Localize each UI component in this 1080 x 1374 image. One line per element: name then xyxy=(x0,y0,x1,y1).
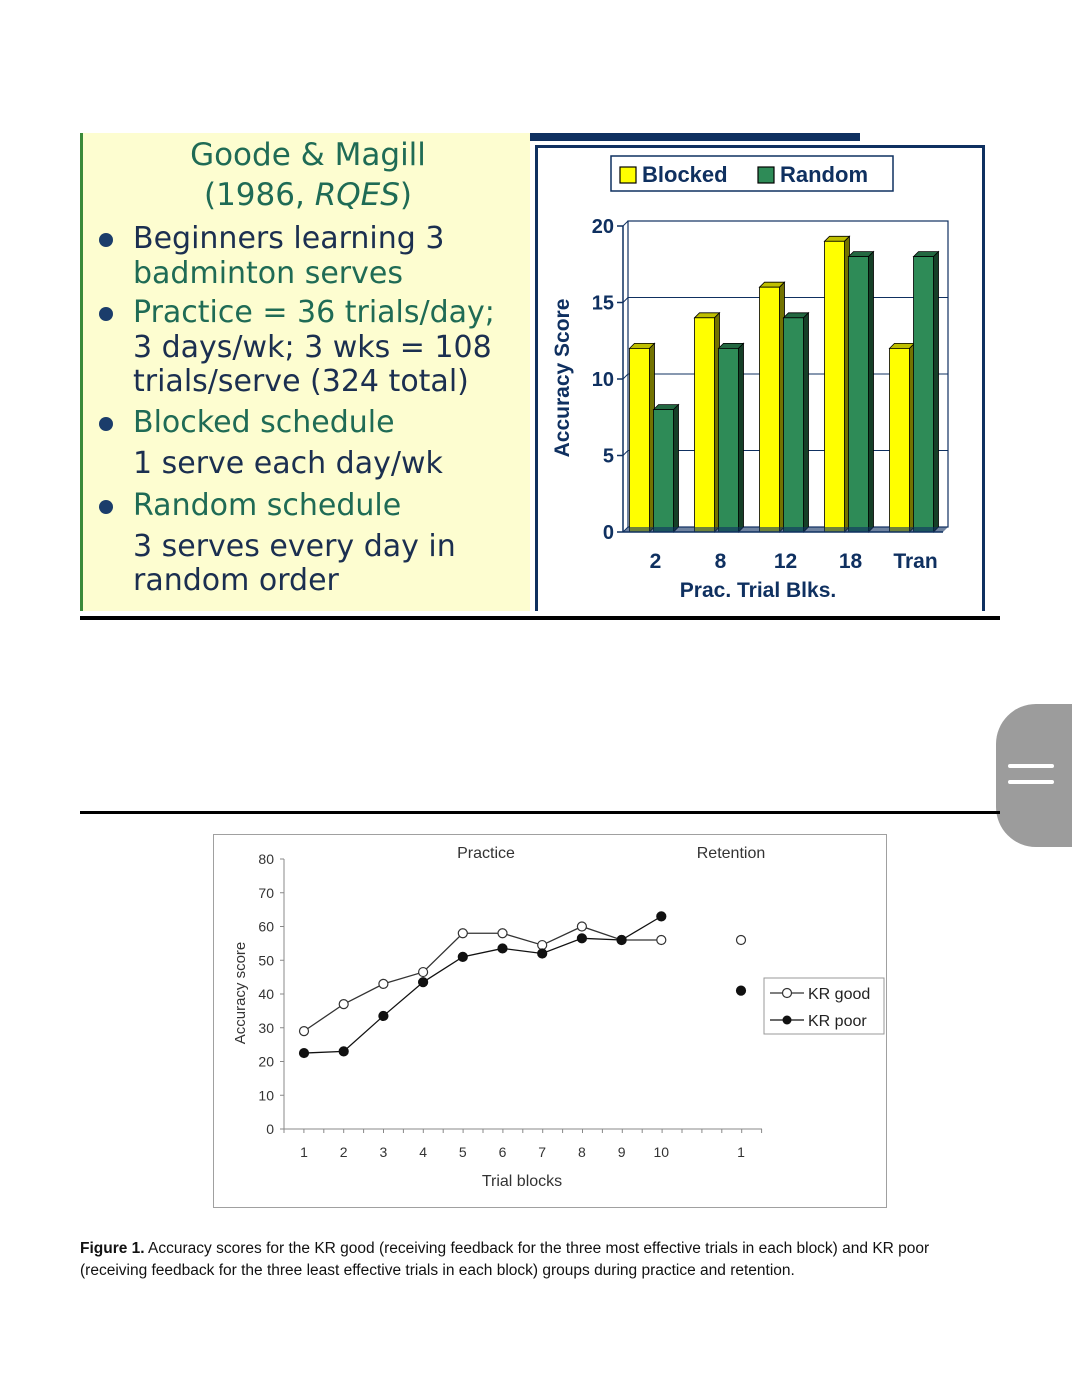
bullet-2-line1: Practice = 36 trials/day; xyxy=(133,295,495,330)
legend-swatch-blocked xyxy=(620,167,636,183)
point-kr-good xyxy=(379,979,388,988)
legend-label-kr-poor: KR poor xyxy=(808,1013,867,1030)
series-line-kr-good xyxy=(304,927,661,1032)
bar-side-random xyxy=(934,252,939,532)
y-tick-label: 60 xyxy=(258,918,274,935)
floor-edge xyxy=(623,527,948,532)
bar-blocked xyxy=(890,348,910,532)
point-kr-good xyxy=(458,929,467,938)
x-tick-label: 1 xyxy=(300,1144,308,1160)
bullet-1-line1: Beginners learning 3 xyxy=(133,221,445,256)
x-tick-label: 2 xyxy=(649,550,662,573)
divider-rule xyxy=(80,811,1000,814)
bar-x-axis-title: Prac. Trial Blks. xyxy=(679,579,837,602)
caption-text: Accuracy scores for the KR good (receiving feedback for the three most effective trials in each block) and KR poor (receiving feedback for the three least effective trials in each block) groups during practice and retention. xyxy=(80,1240,930,1279)
point-kr-good xyxy=(538,941,547,950)
legend-label-random: Random xyxy=(780,162,868,187)
x-tick-label: 18 xyxy=(838,550,863,573)
bar-blocked xyxy=(760,287,780,532)
point-kr-poor xyxy=(339,1047,348,1056)
line-y-axis-title: Accuracy score xyxy=(232,941,249,1045)
y-tick-label: 10 xyxy=(258,1087,274,1104)
bullet-4-sub2: random order xyxy=(133,563,339,598)
bar-random xyxy=(719,348,739,532)
x-tick-label: 6 xyxy=(498,1144,507,1160)
bar-y-axis-title: Accuracy Score xyxy=(551,298,574,458)
line-chart xyxy=(214,835,886,1207)
bullet-dot xyxy=(99,233,113,247)
scroll-handle[interactable] xyxy=(996,704,1072,847)
bullet-3-sub1: 1 serve each day/wk xyxy=(133,446,443,481)
bar-blocked xyxy=(630,348,650,532)
point-kr-poor xyxy=(577,934,586,943)
retention-point-kr-good xyxy=(737,936,746,945)
bar-random xyxy=(784,318,804,532)
title-citation-pre: (1986, xyxy=(203,177,315,213)
bullet-1-line2: badminton serves xyxy=(133,256,403,291)
bullet-2-line2: 3 days/wk; 3 wks = 108 xyxy=(133,330,492,365)
y-tick-label: 0 xyxy=(602,522,614,544)
bar-side-random xyxy=(804,313,809,532)
y-tick-label: 70 xyxy=(258,884,274,901)
y-tick-label: 5 xyxy=(602,445,614,468)
point-kr-poor xyxy=(300,1049,309,1058)
x-tick-label: 3 xyxy=(379,1144,388,1160)
point-kr-poor xyxy=(458,952,467,961)
bar-random xyxy=(654,410,674,532)
bullet-3-line1: Blocked schedule xyxy=(133,405,395,440)
legend-label-kr-good: KR good xyxy=(808,986,871,1003)
caption-label: Figure 1. xyxy=(80,1240,145,1257)
y-tick-label: 15 xyxy=(591,292,614,315)
point-kr-good xyxy=(300,1027,309,1036)
y-tick-label: 10 xyxy=(591,369,614,391)
x-tick-label: Tran xyxy=(893,550,938,573)
retention-point-kr-poor xyxy=(737,986,746,995)
y-tick-label: 40 xyxy=(258,986,274,1002)
slide-text-panel xyxy=(80,133,530,611)
bullet-4-line1: Random schedule xyxy=(133,488,402,523)
y-tick-label: 30 xyxy=(258,1019,274,1036)
bar-blocked xyxy=(825,241,845,532)
bar-random xyxy=(849,257,869,532)
divider-rule xyxy=(80,616,1000,620)
x-tick-label: 10 xyxy=(653,1144,670,1160)
point-kr-poor xyxy=(419,978,428,987)
point-kr-poor xyxy=(617,936,626,945)
bar-side-random xyxy=(674,405,679,532)
section-label-retention: Retention xyxy=(696,845,766,862)
y-tick-label: 0 xyxy=(266,1121,274,1137)
x-tick-label: 2 xyxy=(339,1144,348,1160)
point-kr-good xyxy=(657,936,666,945)
bar-chart-frame xyxy=(535,145,985,611)
legend-label-blocked: Blocked xyxy=(642,162,728,187)
point-kr-good xyxy=(577,922,586,931)
slide-top-bar xyxy=(530,133,860,141)
x-tick-label: 7 xyxy=(538,1144,547,1160)
point-kr-good xyxy=(339,1000,348,1009)
point-kr-poor xyxy=(498,944,507,953)
bullet-dot xyxy=(99,417,113,431)
bullet-dot xyxy=(99,500,113,514)
slide-title-line1: Goode & Magill xyxy=(190,137,426,173)
gridline-depth xyxy=(623,221,628,226)
point-kr-good xyxy=(498,929,507,938)
bar-random xyxy=(914,257,934,532)
legend-marker-kr-good xyxy=(783,989,792,998)
line-x-axis-title: Trial blocks xyxy=(481,1173,563,1190)
bullet-4-sub1: 3 serves every day in xyxy=(133,529,456,564)
line-figure-frame xyxy=(213,834,887,1208)
legend-swatch-random xyxy=(758,167,774,183)
x-tick-label: 8 xyxy=(578,1144,586,1160)
handle-grip-line xyxy=(1008,764,1054,768)
x-tick-label: 5 xyxy=(458,1144,467,1160)
point-kr-poor xyxy=(379,1011,388,1020)
section-label-practice: Practice xyxy=(457,845,515,862)
handle-grip-line xyxy=(1008,780,1054,784)
x-tick-label: 9 xyxy=(617,1144,626,1160)
bar-chart xyxy=(538,148,982,614)
bar-side-random xyxy=(739,343,744,532)
slide-title-line2 xyxy=(83,177,533,213)
x-tick-label-retention: 1 xyxy=(737,1144,745,1160)
series-line-kr-poor xyxy=(304,916,661,1053)
title-citation-post: ) xyxy=(399,177,413,213)
x-tick-label: 4 xyxy=(419,1144,427,1160)
x-tick-label: 8 xyxy=(714,550,727,573)
bar-side-random xyxy=(869,252,874,532)
point-kr-poor xyxy=(538,949,547,958)
bullet-2-line3: trials/serve (324 total) xyxy=(133,364,469,399)
y-tick-label: 50 xyxy=(258,952,274,969)
y-tick-label: 20 xyxy=(591,216,614,238)
bullet-dot xyxy=(99,307,113,321)
y-tick-label: 20 xyxy=(258,1053,274,1070)
point-kr-poor xyxy=(657,912,666,921)
y-tick-label: 80 xyxy=(258,851,274,867)
point-kr-good xyxy=(419,968,428,977)
title-citation-journal: RQES xyxy=(314,177,400,213)
legend-marker-kr-poor xyxy=(783,1016,792,1025)
x-tick-label: 12 xyxy=(773,550,798,573)
figure-caption xyxy=(80,1238,980,1282)
bar-blocked xyxy=(695,318,715,532)
